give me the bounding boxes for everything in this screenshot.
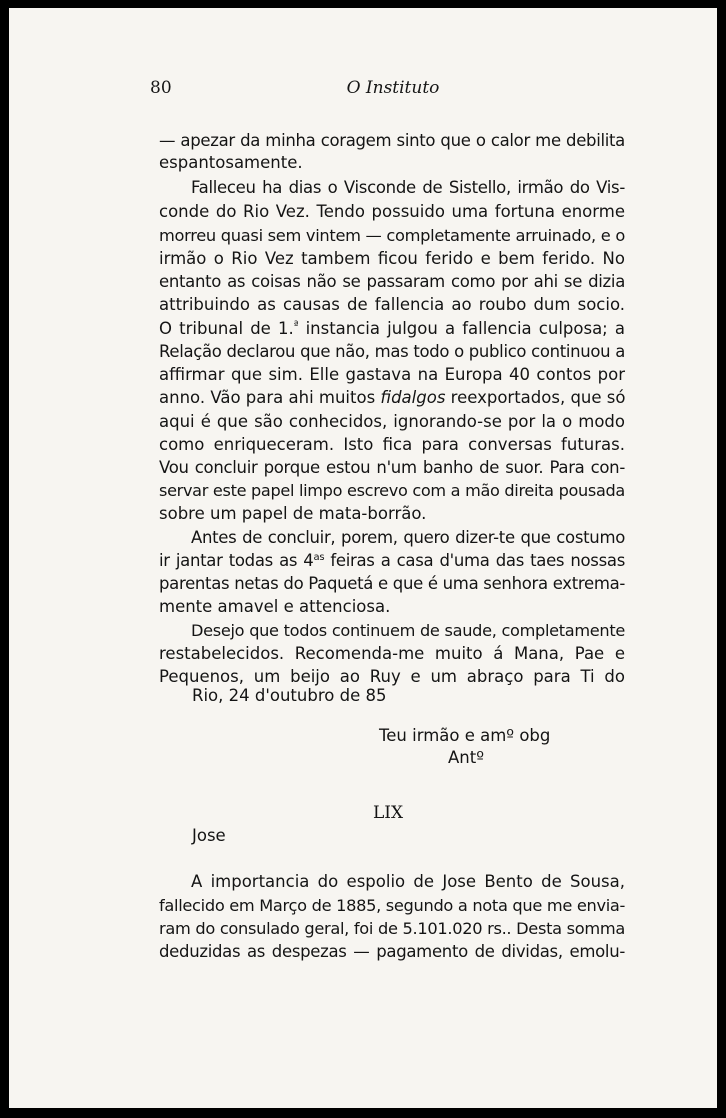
text-line: Antes de concluir, porem, quero dizer-te que costumo [191,528,625,547]
ordinal-superscript: as [313,552,325,563]
text-line: como enriqueceram. Isto fica para conversas futuras. [159,435,625,454]
text-segment: reexportados, que só [445,388,626,407]
text-line: servar este papel limpo escrevo com a mão direita pousada [159,481,625,500]
text-line: ram do consulado geral, foi de 5.101.020 rs.. Desta somma [159,919,625,938]
text-line [159,550,625,572]
text-line: Desejo que todos continuem de saude, completamente [191,621,625,640]
text-line: mente amavel e attenciosa. [159,597,391,616]
text-line: Falleceu ha dias o Visconde de Sistello, irmão do Vis- [191,178,625,197]
text-segment: anno. Vão para ahi muitos [159,388,381,407]
text-line [159,387,625,409]
letter-number: LIX [373,803,404,823]
letter-closing: Teu irmão e amº obg [379,726,551,745]
text-line: entanto as coisas não se passaram como por ahi se dizia [159,272,625,291]
text-line: deduzidas as despezas — pagamento de dividas, emolu- [159,942,625,961]
text-segment: ir jantar todas as 4 [159,551,314,570]
text-line: restabelecidos. Recomenda-me muito á Mana, Pae e [159,644,625,663]
text-segment: feiras a casa d'uma das taes nossas [324,551,625,570]
ordinal-superscript: ª [293,320,299,331]
text-line: fallecido em Março de 1885, segundo a nota que me envia- [159,896,626,915]
text-segment: instancia julgou a fallencia culposa; a [298,319,625,338]
text-segment: O tribunal de 1. [159,319,294,338]
page-header [150,78,636,102]
text-line: irmão o Rio Vez tambem ficou ferido e bem ferido. No [159,249,625,268]
italic-word: fidalgos [380,388,446,407]
running-title: O Instituto [346,78,440,98]
text-line: Vou concluir porque estou n'um banho de suor. Para con- [159,458,625,477]
text-line: affirmar que sim. Elle gastava na Europa 40 contos por [159,365,625,384]
text-line: attribuindo as causas de fallencia ao roubo dum socio. [159,295,625,314]
text-line: morreu quasi sem vintem — completamente arruinado, e o [159,226,625,245]
text-line: A importancia do espolio de Jose Bento de Sousa, [191,872,625,891]
text-line: sobre um papel de mata-borrão. [159,504,427,523]
text-line: Pequenos, um beijo ao Ruy e um abraço para Ti do [159,667,625,686]
letter-signature: Antº [448,748,484,767]
text-line: — apezar da minha coragem sinto que o calor me debilita [159,131,625,150]
text-line: Relação declarou que não, mas todo o publico continuou a [159,342,625,361]
text-line [159,318,625,340]
text-line: aqui é que são conhecidos, ignorando-se por la o modo [159,412,625,431]
letter-date: Rio, 24 d'outubro de 85 [192,686,387,705]
document-page [9,8,717,1108]
letter-recipient: Jose [192,826,226,845]
text-line: conde do Rio Vez. Tendo possuido uma fortuna enorme [159,202,625,221]
page-number: 80 [150,78,172,98]
text-line: parentas netas do Paquetá e que é uma senhora extrema- [159,574,626,593]
text-line: espantosamente. [159,153,303,172]
